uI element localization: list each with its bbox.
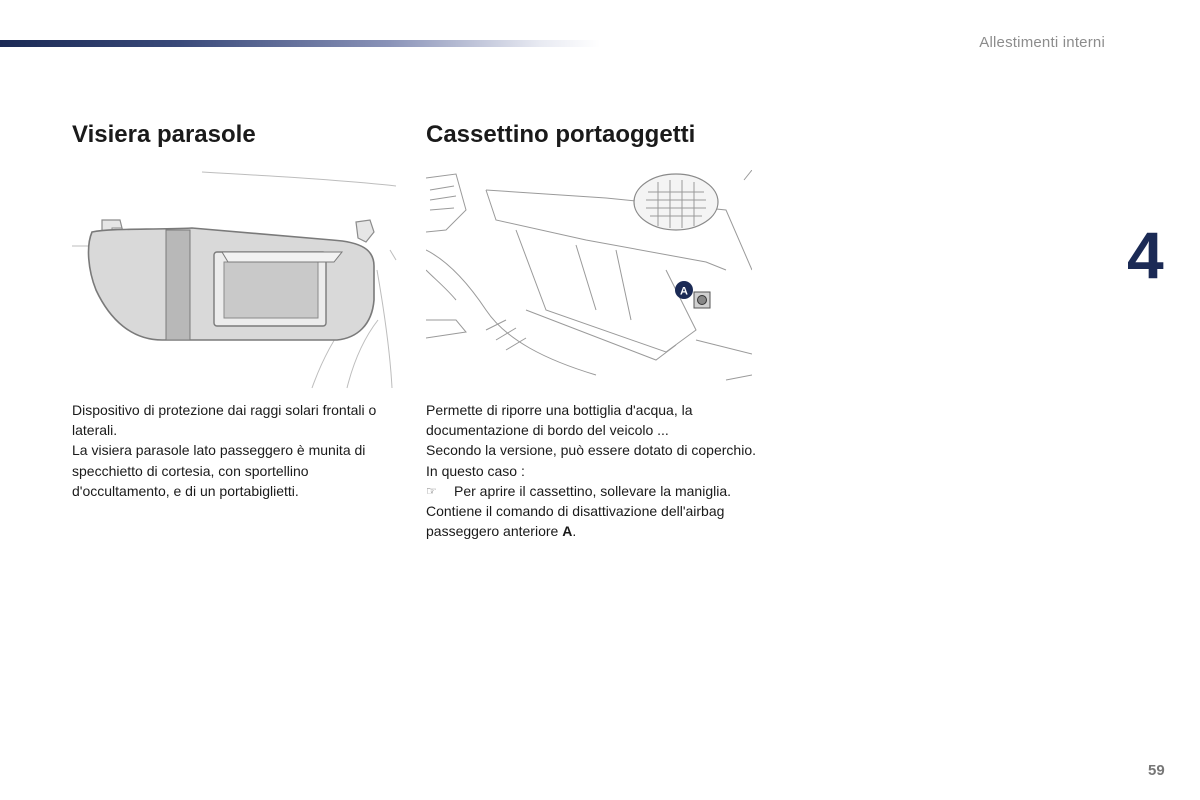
glovebox-bullet [426, 481, 756, 501]
glovebox-title: Cassettino portaoggetti [426, 121, 696, 148]
pointing-hand-icon: ☞ [426, 483, 437, 498]
airbag-text: Contiene il comando di disattivazione dell'airbag passeggero anteriore [426, 503, 725, 540]
sun-visor-paragraph: Dispositivo di protezione dai raggi solari frontali o laterali. [72, 402, 377, 439]
sun-visor-paragraph: La visiera parasole lato passeggero è munita di specchietto di cortesia, con sportellino d'occultamento, e di un portabiglietti. [72, 442, 366, 499]
glovebox-section [426, 120, 756, 540]
page-number: 59 [1148, 762, 1165, 779]
sun-visor-text [72, 400, 402, 501]
header-gradient-bar [0, 40, 600, 47]
airbag-label: A [562, 523, 573, 540]
airbag-text-end: . [572, 523, 577, 540]
sun-visor-title: Visiera parasole [72, 121, 256, 148]
sun-visor-illustration [72, 170, 398, 390]
bullet-text: Per aprire il cassettino, sollevare la maniglia. [454, 482, 732, 499]
sun-visor-section [72, 120, 402, 499]
chapter-number: 4 [1127, 218, 1164, 292]
glovebox-illustration [426, 170, 752, 390]
glovebox-paragraph: Secondo la versione, può essere dotato di coperchio. In questo caso : [426, 442, 756, 479]
section-title: Allestimenti interni [979, 34, 1105, 51]
callout-label-a: A [680, 285, 688, 298]
glovebox-paragraph: Permette di riporre una bottiglia d'acqua, la documentazione di bordo del veicolo ... [426, 402, 693, 439]
glovebox-paragraph [426, 501, 756, 541]
glovebox-text [426, 400, 756, 541]
